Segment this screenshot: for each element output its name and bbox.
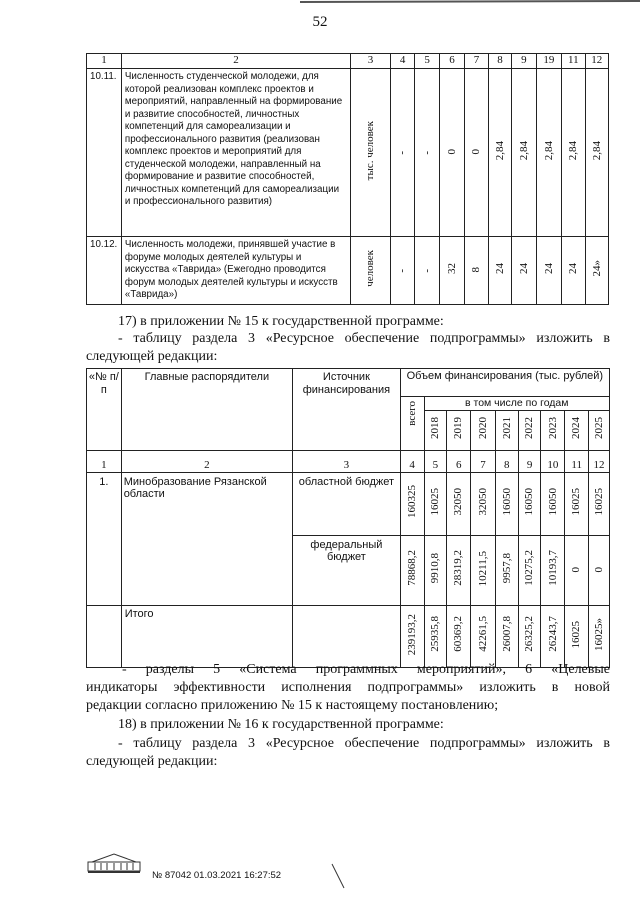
col-num: 8 xyxy=(495,450,518,472)
col-num: 1 xyxy=(87,54,122,69)
cell-value: 78868,2 xyxy=(405,550,418,587)
page-number: 52 xyxy=(312,14,328,30)
header-main: Главные распорядители xyxy=(121,369,292,451)
scan-edge xyxy=(0,0,640,6)
cell-value: 24 xyxy=(567,262,580,274)
source-label: областной бюджет xyxy=(293,472,401,535)
header-row xyxy=(87,369,610,397)
col-num: 9 xyxy=(512,54,536,69)
cell-value: 160325 xyxy=(405,485,418,519)
cell-value: 32050 xyxy=(452,488,465,516)
cell-value: 0 xyxy=(445,148,458,155)
column-number-row xyxy=(87,54,609,69)
cell-value: 10275,2 xyxy=(523,550,536,587)
paragraph: 17) в приложении № 15 к государственной программе: xyxy=(118,314,444,329)
col-num: 6 xyxy=(447,450,471,472)
cell-value: 16050 xyxy=(500,488,513,516)
cell-value: 9910,8 xyxy=(429,553,442,584)
year: 2024 xyxy=(570,417,583,440)
year: 2022 xyxy=(523,417,536,440)
cell-value: 26007,8 xyxy=(500,616,513,653)
cell-value: - xyxy=(396,268,409,273)
paragraph: индикаторы эффективности исполнения подпрограммы» изложить в новой xyxy=(86,680,610,695)
col-num: 11 xyxy=(565,450,589,472)
cell-value: 24 xyxy=(493,262,506,274)
cell-value: 42261,5 xyxy=(476,616,489,653)
row-description: Численность студенческой молодежи, для которой реализован комплекс проектов и мероприятий, направленный на формирование и развитие способностей, личностных компетенций для самореализации и профессионального развития (реализован комплекс проектов и мероприятий для студенческой молодежи, направленный на формирование и развитие способностей, личностных компетенций для самореализации и профессионального развития) xyxy=(121,69,350,237)
building-stamp-icon xyxy=(86,852,142,874)
total-empty xyxy=(87,605,122,667)
col-num: 5 xyxy=(415,54,439,69)
cell-value: 10193,7 xyxy=(546,550,559,587)
col-num: 12 xyxy=(585,54,608,69)
cell-value: 239193,2 xyxy=(405,613,418,655)
source-label: федеральный бюджет xyxy=(293,535,401,605)
col-num: 8 xyxy=(488,54,511,69)
cell-value: 28319,2 xyxy=(452,550,465,587)
pen-mark xyxy=(330,862,350,892)
cell-value: 32050 xyxy=(476,488,489,516)
row-description: Численность молодежи, принявшей участие в форуме молодых деятелей культуры и искусства «Таврида» (Ежегодно проводится форум молодых деятелей культуры и искусств «Таврида») xyxy=(121,237,350,305)
header-source: Источник финансирования xyxy=(293,369,401,451)
cell-value: 24 xyxy=(517,262,530,274)
cell-value: 2,84 xyxy=(517,140,530,160)
row-number: 10.11. xyxy=(87,69,122,237)
total-row xyxy=(87,605,610,667)
header-volume: Объем финансирования (тыс. рублей) xyxy=(400,369,609,397)
year: 2020 xyxy=(476,417,489,440)
col-num: 4 xyxy=(390,54,414,69)
col-num: 12 xyxy=(589,450,610,472)
paragraph: - разделы 5 «Система программных мероприятий», 6 «Целевые xyxy=(122,662,610,677)
row-number: 1. xyxy=(87,472,122,605)
row-unit: человек xyxy=(364,249,377,287)
cell-value: 24 xyxy=(542,262,555,274)
cell-value: - xyxy=(420,268,433,273)
table-row xyxy=(87,69,609,237)
header-total: всего xyxy=(405,401,418,426)
col-num: 6 xyxy=(439,54,464,69)
cell-value: 2,84 xyxy=(567,140,580,160)
cell-value: 16025 xyxy=(429,488,442,516)
col-num: 2 xyxy=(121,450,292,472)
cell-value: 2,84 xyxy=(590,140,603,160)
year: 2023 xyxy=(546,417,559,440)
col-num: 3 xyxy=(351,54,391,69)
cell-value: 32 xyxy=(445,262,458,274)
row-name: Минобразование Рязанской области xyxy=(121,472,292,605)
year: 2025 xyxy=(592,417,605,440)
col-num: 7 xyxy=(465,54,488,69)
cell-value: 0 xyxy=(470,148,483,155)
column-number-row xyxy=(87,450,610,472)
col-num: 10 xyxy=(541,450,565,472)
row-number: 10.12. xyxy=(87,237,122,305)
cell-value: 26325,2 xyxy=(523,616,536,653)
col-num: 9 xyxy=(518,450,541,472)
col-num: 2 xyxy=(121,54,350,69)
cell-value: 16025 xyxy=(570,488,583,516)
funding-table xyxy=(86,368,610,668)
cell-value: 60369,2 xyxy=(452,616,465,653)
cell-value: - xyxy=(420,150,433,155)
cell-value: 10211,5 xyxy=(476,550,489,586)
cell-value: - xyxy=(396,150,409,155)
cell-value: 0 xyxy=(570,567,583,573)
cell-value: 2,84 xyxy=(542,140,555,160)
table-row xyxy=(87,237,609,305)
cell-value: 26243,7 xyxy=(546,616,559,653)
cell-value: 25935,8 xyxy=(429,616,442,653)
cell-value: 16025» xyxy=(592,617,605,651)
total-source-empty xyxy=(293,605,401,667)
cell-value: 2,84 xyxy=(493,140,506,160)
col-num: 11 xyxy=(562,54,585,69)
col-num: 5 xyxy=(424,450,447,472)
col-num: 7 xyxy=(471,450,496,472)
col-num: 3 xyxy=(293,450,401,472)
paragraph: редакции согласно приложению № 15 к настоящему постановлению; xyxy=(86,698,499,713)
footer-registration: № 87042 01.03.2021 16:27:52 xyxy=(152,870,282,881)
col-num: 19 xyxy=(536,54,561,69)
year: 2019 xyxy=(452,417,465,440)
header-by-years: в том числе по годам xyxy=(424,397,610,411)
col-num: 4 xyxy=(400,450,424,472)
paragraph: 18) в приложении № 16 к государственной программе: xyxy=(118,717,444,732)
cell-value: 24» xyxy=(590,260,603,277)
paragraph: - таблицу раздела 3 «Ресурсное обеспечение подпрограммы» изложить в следующей редакции: xyxy=(86,331,610,364)
cell-value: 16025 xyxy=(592,488,605,516)
cell-value: 16050 xyxy=(523,488,536,516)
cell-value: 16050 xyxy=(546,488,559,516)
paragraph: следующей редакции: xyxy=(86,754,218,769)
indicator-table xyxy=(86,53,609,305)
col-num: 1 xyxy=(87,450,122,472)
cell-value: 9957,8 xyxy=(500,553,513,584)
year: 2021 xyxy=(500,417,513,440)
cell-value: 8 xyxy=(470,266,483,273)
row-unit: тыс. человек xyxy=(364,120,377,180)
table-row xyxy=(87,472,610,535)
year: 2018 xyxy=(429,417,442,440)
paragraph: - таблицу раздела 3 «Ресурсное обеспечение подпрограммы» изложить в xyxy=(118,736,610,751)
total-label: Итого xyxy=(121,605,292,667)
header-num: «№ п/п xyxy=(87,369,122,451)
cell-value: 16025 xyxy=(570,620,583,648)
cell-value: 0 xyxy=(592,567,605,573)
